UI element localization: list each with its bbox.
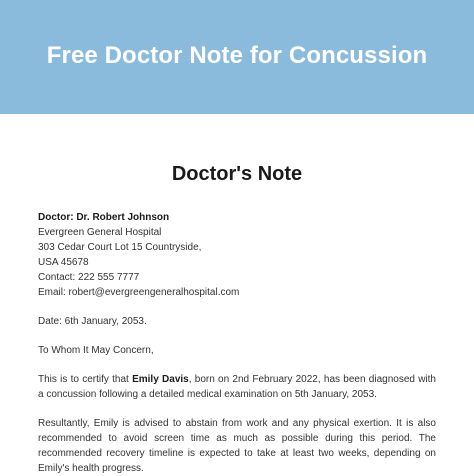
- hospital-name: Evergreen General Hospital: [38, 227, 162, 238]
- contact-email: Email: robert@evergreengeneralhospital.com: [38, 287, 240, 298]
- note-date: Date: 6th January, 2053.: [38, 316, 147, 327]
- header-banner: [0, 0, 474, 114]
- address-line-2: USA 45678: [38, 257, 89, 268]
- banner-title: Free Doctor Note for Concussion: [46, 42, 428, 69]
- note-body: [38, 210, 436, 476]
- address-line-1: 303 Cedar Court Lot 15 Countryside,: [38, 242, 202, 253]
- certification-suffix: , born on 2nd February 2022, has been diagnosed with a concussion following a detailed medical examination on 5th January, 2053.: [38, 374, 436, 400]
- doctor-name: Doctor: Dr. Robert Johnson: [38, 212, 170, 223]
- patient-name: Emily Davis: [132, 374, 189, 385]
- certification-prefix: This is to certify that: [38, 374, 133, 385]
- salutation: To Whom It May Concern,: [38, 345, 154, 356]
- certification-paragraph: [38, 372, 436, 402]
- recommendation-paragraph: Resultantly, Emily is advised to abstain from work and any physical exertion. It is also recommended to avoid screen time as much as possible during this period. The recommended recovery timeline is expected to take at least two weeks, depending on Emily's health progress.: [38, 418, 436, 474]
- contact-phone: Contact: 222 555 7777: [38, 272, 140, 283]
- document-title: Doctor's Note: [171, 163, 303, 185]
